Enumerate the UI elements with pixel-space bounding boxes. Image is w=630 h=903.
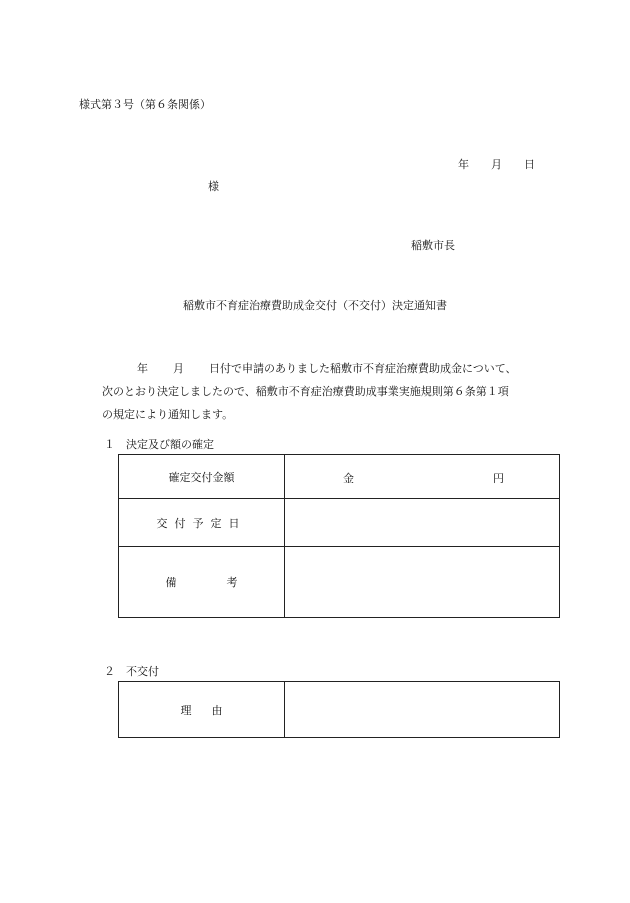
date-line bbox=[458, 158, 535, 172]
grant-date-value bbox=[285, 499, 560, 547]
reason-label-char-2: 由 bbox=[211, 703, 223, 717]
amount-unit: 円 bbox=[493, 472, 504, 485]
amount-row bbox=[119, 455, 560, 499]
remarks-label bbox=[119, 547, 285, 618]
reason-label bbox=[119, 682, 285, 738]
section-1-heading: １ 決定及び額の確定 bbox=[104, 438, 214, 451]
form-number: 様式第３号（第６条関係） bbox=[79, 98, 211, 111]
body-paragraph bbox=[102, 357, 517, 426]
amount-label: 確定交付金額 bbox=[119, 455, 285, 499]
document-title: 稲敷市不育症治療費助成金交付（不交付）決定通知書 bbox=[183, 299, 447, 312]
remarks-value bbox=[285, 547, 560, 618]
grant-date-row bbox=[119, 499, 560, 547]
amount-value-cell bbox=[285, 455, 560, 499]
grant-date-label: 交付予定日 bbox=[119, 499, 285, 547]
section-2-heading: ２ 不交付 bbox=[104, 665, 159, 678]
remarks-label-char-2: 考 bbox=[226, 576, 238, 589]
reason-label-char-1: 理 bbox=[180, 703, 192, 717]
body-line-2: 次のとおり決定しましたので、稲敷市不育症治療費助成事業実施規則第６条第１項 bbox=[102, 385, 509, 398]
date-year: 年 bbox=[458, 158, 469, 171]
body-year: 年 bbox=[137, 362, 148, 375]
reason-row bbox=[119, 682, 560, 738]
non-grant-table bbox=[118, 681, 560, 738]
body-line-3: の規定により通知します。 bbox=[102, 408, 234, 421]
body-line-1-text: 日付で申請のありました稲敷市不育症治療費助成金について、 bbox=[209, 362, 517, 375]
body-line-1 bbox=[102, 357, 517, 380]
addressee-suffix: 様 bbox=[208, 180, 219, 193]
remarks-label-char-1: 備 bbox=[165, 576, 177, 589]
date-day: 日 bbox=[524, 158, 535, 171]
remarks-row bbox=[119, 547, 560, 618]
sender-name: 稲敷市長 bbox=[411, 239, 455, 252]
date-month: 月 bbox=[491, 158, 502, 171]
amount-prefix: 金 bbox=[343, 472, 354, 485]
body-month: 月 bbox=[173, 362, 184, 375]
reason-value bbox=[285, 682, 560, 738]
decision-table bbox=[118, 454, 560, 618]
